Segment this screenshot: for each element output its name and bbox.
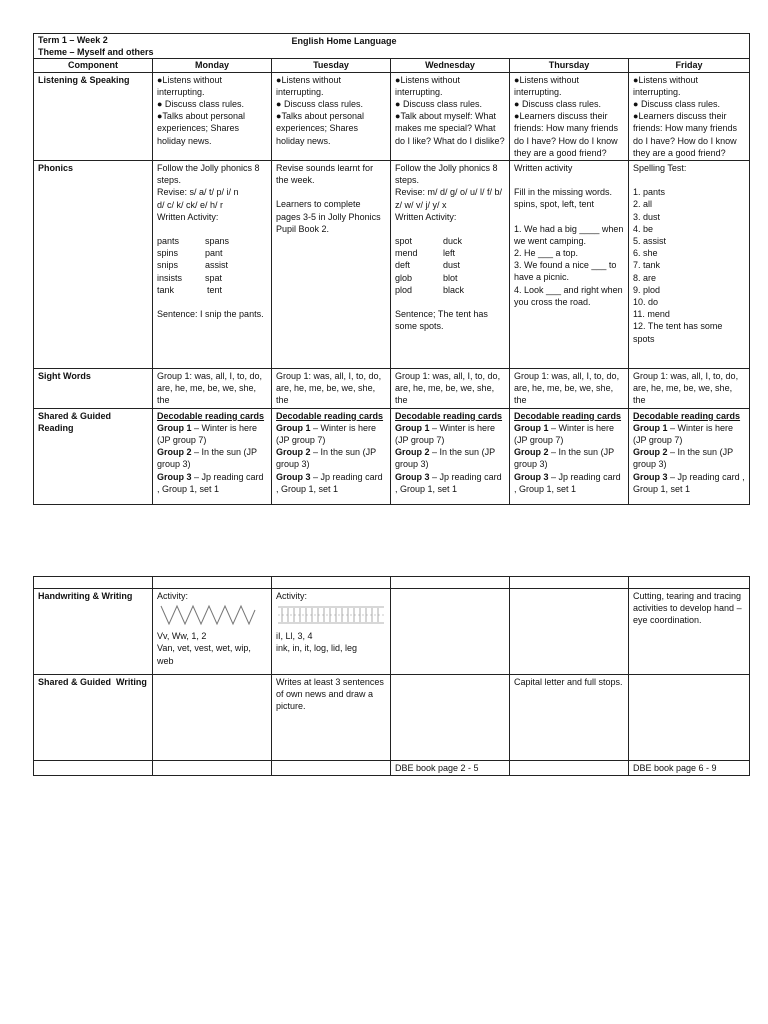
text-line: Spelling Test: [633,163,687,174]
cell-handwriting-friday: Cutting, tearing and tracing activities to develop hand – eye coordination. [629,589,750,675]
col-header-tuesday: Tuesday [272,59,391,72]
text-line: ●Learners discuss their friends: How many friends do I have? How do I know they are a good friend? [633,111,738,158]
text-line: 9. plod [633,284,661,295]
cell-reading-wednesday [391,408,510,504]
text-line: ●Learners discuss their friends: How many friends do I have? How do I know they are a good friend? [514,111,619,158]
row-label-reading: Shared & Guided Reading [34,408,153,504]
row-label-sight-words: Sight Words [34,369,153,409]
group-label: Group 3 [157,471,192,482]
word: left [443,248,456,259]
lesson-plan-table-top [33,33,750,505]
reading-heading: Decodable reading cards [276,410,384,421]
text-line: Revise: m/ d/ g/ o/ u/ l/ f/ b/ z/ w/ v/ j/ y/ x [395,187,503,210]
cell-reading-friday [629,408,750,504]
group-label: Group 1 [395,422,430,433]
text-line: Sentence; The tent has some spots. [395,309,488,332]
text-line: ●Listens without interrupting. [395,74,460,97]
group-text: – Winter is here (JP group 7) [514,422,615,446]
text-line: d/ c/ k/ ck/ e/ h/ r [157,199,224,210]
text-line: 4. Look ___ and right when you cross the road. [514,284,623,307]
text-line: 7. tank [633,260,661,271]
cell-writing-thursday: Capital letter and full stops. [510,675,629,761]
word: spans [205,236,230,247]
group-text: – In the sun (JP group 3) [633,447,733,470]
text-line: 2. all [633,199,653,210]
text-line: Revise: s/ a/ t/ p/ i/ n [157,187,239,198]
col-header-component: Component [34,59,153,72]
text-line: 1. pants [633,187,666,198]
word-pair [395,235,505,247]
reading-heading: Decodable reading cards [514,410,622,421]
text-line: Written activity [514,163,573,174]
group-label: Group 2 [514,447,549,458]
text-line: ● Discuss class rules. [514,99,601,110]
word-pair [395,259,505,271]
text-line: Follow the Jolly phonics 8 steps. [395,163,498,186]
word: insists [157,272,183,283]
cell-listening-thursday [510,72,629,160]
cell-listening-tuesday [272,72,391,160]
text-line: ●Listens without interrupting. [514,74,579,97]
group-text: – Jp reading card , Group 1, set 1 [514,471,621,494]
group-text: – Jp reading card , Group 1, set 1 [633,471,745,494]
word: duck [443,236,463,247]
text-line: Written Activity: [395,211,457,222]
text-line: Van, vet, vest, wet, wip, web [157,643,251,666]
row-shared-guided-writing [34,675,750,761]
cell-writing-tuesday: Writes at least 3 sentences of own news and draw a picture. [272,675,391,761]
text-line: Fill in the missing words. [514,187,613,198]
text-line: Revise sounds learnt for the week. [276,163,374,186]
cell-handwriting-monday [153,589,272,675]
row-footer [34,761,750,776]
cell-phonics-thursday [510,161,629,369]
word-pair [157,235,267,247]
group-text: – Jp reading card , Group 1, set 1 [157,471,264,494]
cell-reading-thursday [510,408,629,504]
word: mend [395,248,418,259]
text-line: ●Talks about personal experiences; Shares holiday news. [276,111,365,146]
word-pair [395,272,505,284]
cell-footer-friday: DBE book page 6 - 9 [629,761,750,776]
text-line: 4. be [633,223,654,234]
word: dust [443,260,461,271]
text-line: ●Listens without interrupting. [157,74,222,97]
cell-sight-words-wednesday: Group 1: was, all, I, to, do, are, he, me, be, we, she, the [391,369,510,409]
row-shared-guided-reading [34,408,750,504]
theme-label: Theme – Myself and others [38,47,154,58]
text-line: spins, spot, left, tent [514,199,595,210]
cell-sight-words-friday: Group 1: was, all, I, to, do, are, he, me, be, we, she, the [629,369,750,409]
text-line: 3. dust [633,211,661,222]
word: spins [157,248,179,259]
term-label: Term 1 – Week 2 [38,35,108,45]
cell-footer-wednesday: DBE book page 2 - 5 [391,761,510,776]
lesson-plan-table-bottom [33,576,750,776]
group-text: – In the sun (JP group 3) [514,447,614,470]
text-line: ● Discuss class rules. [157,99,244,110]
text-line: Activity: [276,591,308,601]
word: plod [395,284,413,295]
col-header-friday: Friday [629,59,750,72]
row-label-writing: Shared & Guided Writing [34,675,153,761]
cell-sight-words-tuesday: Group 1: was, all, I, to, do, are, he, me, be, we, she, the [272,369,391,409]
row-label-listening: Listening & Speaking [34,72,153,160]
cell-reading-monday [153,408,272,504]
group-text: – Winter is here (JP group 7) [157,422,258,446]
group-label: Group 3 [633,471,668,482]
reading-heading: Decodable reading cards [633,410,741,421]
cell-sight-words-monday: Group 1: was, all, I, to, do, are, he, me, be, we, she, the [153,369,272,409]
cell-reading-tuesday [272,408,391,504]
cell-writing-monday [153,675,272,761]
text-line: Learners to complete pages 3-5 in Jolly Phonics Pupil Book 2. [276,199,381,234]
text-line: 3. We found a nice ___ to have a picnic. [514,260,617,283]
col-header-thursday: Thursday [510,59,629,72]
cell-listening-wednesday [391,72,510,160]
text-line: 8. are [633,272,657,283]
row-handwriting-writing [34,589,750,675]
word: pant [205,248,223,259]
zigzag-pattern-icon [157,604,257,626]
row-listening-speaking [34,72,750,160]
cell-writing-wednesday [391,675,510,761]
group-label: Group 2 [395,447,430,458]
text-line: Activity: [157,591,189,601]
row-phonics [34,161,750,369]
word: spot [395,236,413,247]
text-line: Sentence: I snip the pants. [157,309,264,320]
group-text: – Winter is here (JP group 7) [276,422,377,446]
tracing-lines-icon [276,604,386,626]
group-text: – Winter is here (JP group 7) [395,422,496,446]
text-line: ●Talk about myself: What makes me special? What do I like? What do I dislike? [395,111,505,146]
word: pants [157,236,180,247]
row-sight-words [34,369,750,409]
cell-phonics-friday [629,161,750,369]
text-line: Written Activity: [157,211,219,222]
subject-title: English Home Language [291,36,397,46]
row-label-phonics: Phonics [34,161,153,369]
text-line: Vv, Ww, 1, 2 [157,631,207,642]
text-line: 2. He ___ a top. [514,248,579,259]
word-pair [395,247,505,259]
text-line: ●Listens without interrupting. [276,74,341,97]
cell-handwriting-wednesday [391,589,510,675]
group-label: Group 2 [633,447,668,458]
word: assist [205,260,229,271]
word-pair [157,284,267,296]
text-line: Follow the Jolly phonics 8 steps. [157,163,260,186]
cell-phonics-wednesday [391,161,510,369]
text-line: 11. mend [633,309,670,320]
word: tent [207,284,223,295]
title-row [34,34,750,59]
group-label: Group 1 [276,422,311,433]
group-label: Group 1 [633,422,668,433]
word-pair [157,272,267,284]
text-line: 5. assist [633,236,667,247]
group-text: – Winter is here (JP group 7) [633,422,734,446]
group-label: Group 2 [157,447,192,458]
text-line: ●Talks about personal experiences; Shares holiday news. [157,111,245,146]
word-pair [157,259,267,271]
reading-heading: Decodable reading cards [395,410,503,421]
group-label: Group 1 [514,422,549,433]
group-label: Group 3 [276,471,311,482]
col-header-wednesday: Wednesday [391,59,510,72]
text-line: ● Discuss class rules. [395,99,482,110]
col-header-monday: Monday [153,59,272,72]
cell-handwriting-tuesday [272,589,391,675]
row-label-handwriting: Handwriting & Writing [34,589,153,675]
text-line: iI, Ll, 3, 4 [276,631,313,642]
cell-sight-words-thursday: Group 1: was, all, I, to, do, are, he, me, be, we, she, the [510,369,629,409]
text-line: ● Discuss class rules. [633,99,720,110]
text-line: ● Discuss class rules. [276,99,363,110]
group-label: Group 3 [395,471,430,482]
group-text: – In the sun (JP group 3) [276,447,376,470]
word-pair [157,247,267,259]
cell-handwriting-thursday [510,589,629,675]
text-line: 10. do [633,297,659,308]
text-line: ink, in, it, log, lid, leg [276,643,358,654]
word: black [443,284,465,295]
cell-listening-friday [629,72,750,160]
word: glob [395,272,413,283]
word: snips [157,260,179,271]
word-pair [395,284,505,296]
group-text: – Jp reading card , Group 1, set 1 [276,471,383,494]
group-text: – In the sun (JP group 3) [157,447,257,470]
word: spat [205,272,223,283]
text-line: 1. We had a big ____ when we went camping. [514,223,624,246]
cell-phonics-monday [153,161,272,369]
text-line: ●Listens without interrupting. [633,74,698,97]
text-line: 6. she [633,248,658,259]
cell-listening-monday [153,72,272,160]
cell-phonics-tuesday [272,161,391,369]
cell-writing-friday [629,675,750,761]
group-label: Group 3 [514,471,549,482]
group-text: – Jp reading card , Group 1, set 1 [395,471,502,494]
reading-heading: Decodable reading cards [157,410,265,421]
word: blot [443,272,458,283]
text-line: 12. The tent has some spots [633,321,723,344]
group-label: Group 2 [276,447,311,458]
group-text: – In the sun (JP group 3) [395,447,495,470]
word: deft [395,260,411,271]
column-header-row [34,59,750,72]
group-label: Group 1 [157,422,192,433]
word: tank [157,284,175,295]
blank-header-row [34,577,750,589]
